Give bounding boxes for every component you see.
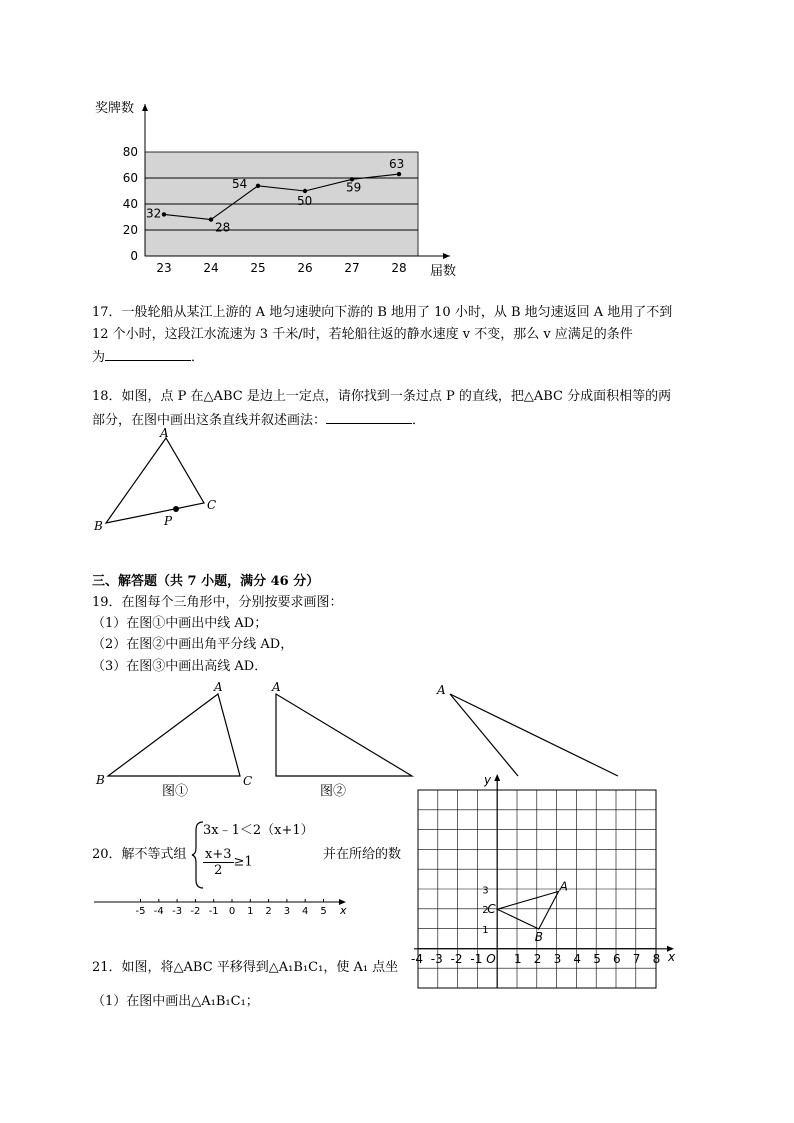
chart-data-label: 63 bbox=[389, 157, 405, 172]
number-line-label: 5 bbox=[320, 906, 327, 917]
number-line-label: 4 bbox=[302, 906, 309, 917]
chart-x-tick-label: 24 bbox=[203, 261, 219, 275]
chart-data-point bbox=[303, 189, 307, 193]
q20-denominator: 2 bbox=[214, 863, 223, 878]
chart-data-point bbox=[162, 212, 166, 216]
chart-data-point bbox=[209, 217, 213, 221]
q19-fig2-caption: 图② bbox=[320, 784, 347, 799]
chart-y-tick-label: 60 bbox=[122, 171, 138, 185]
chart-x-tick-label: 23 bbox=[156, 261, 172, 275]
q20-fraction bbox=[203, 847, 234, 878]
grid-y-tick-label: 1 bbox=[482, 925, 489, 936]
chart-data-point bbox=[256, 184, 260, 188]
chart-data-point bbox=[397, 172, 401, 176]
q18-line1: 18．如图，点 P 在△ABC 是边上一定点，请你找到一条过点 P 的直线，把△ABC 分成面积相等的两 bbox=[92, 389, 672, 404]
chart-y-arrow bbox=[142, 104, 148, 111]
grid-x-tick-label: 1 bbox=[514, 951, 522, 966]
chart-x-tick-label: 26 bbox=[297, 261, 313, 275]
number-line-label: -1 bbox=[208, 906, 219, 917]
q20-numerator: x+3 bbox=[205, 847, 232, 862]
q17-line3: 为 ． bbox=[92, 346, 204, 369]
q18-point-p bbox=[173, 506, 179, 512]
q21-line1: 21．如图，将△ABC 平移得到△A₁B₁C₁，使 A₁ 点坐 bbox=[92, 960, 399, 975]
grid-x-tick-label: -1 bbox=[470, 951, 483, 966]
grid-point-b-label: B bbox=[534, 930, 544, 944]
q19-fig3-side-ab bbox=[450, 694, 518, 776]
number-line-label: 0 bbox=[228, 906, 236, 917]
section3-heading: 三、解答题（共 7 小题，满分 46 分） bbox=[92, 574, 320, 589]
chart-data-label: 32 bbox=[146, 206, 162, 221]
number-line-label: -5 bbox=[135, 906, 146, 917]
q21-item1: （1）在图中画出△A₁B₁C₁； bbox=[92, 994, 259, 1009]
chart-y-tick-label: 20 bbox=[122, 223, 138, 237]
q19-fig1-label-a: A bbox=[214, 680, 223, 694]
q17-answer-blank[interactable] bbox=[105, 346, 191, 361]
number-line-label: 3 bbox=[283, 906, 291, 917]
q19-intro: 19．在图每个三角形中，分别按要求画图： bbox=[92, 595, 343, 610]
chart-x-tick-label: 25 bbox=[250, 261, 266, 275]
grid-x-tick-label: -2 bbox=[450, 951, 463, 966]
q20-number-line bbox=[94, 894, 364, 924]
chart-data-label: 59 bbox=[346, 180, 362, 195]
q18-triangle-figure bbox=[88, 426, 228, 536]
number-line-x-label: x bbox=[340, 904, 347, 917]
q19-fig2-label-a: A bbox=[272, 680, 281, 694]
q19-item3: （3）在图③中画出高线 AD． bbox=[92, 659, 268, 674]
q20-inequality-1: 3x﹣1＜2（x+1） bbox=[203, 823, 314, 838]
chart-band bbox=[145, 152, 418, 178]
coordinate-grid-figure bbox=[410, 770, 680, 990]
q18-label-b: B bbox=[94, 519, 103, 533]
number-line-label: -4 bbox=[153, 906, 164, 917]
grid-x-tick-label: 5 bbox=[593, 951, 601, 966]
q17-line3-text: 为 bbox=[92, 350, 106, 365]
grid-x-tick-label: -4 bbox=[411, 951, 423, 966]
grid-x-tick-label: 8 bbox=[652, 951, 661, 966]
grid-x-tick-label: 7 bbox=[632, 951, 641, 966]
chart-x-axis-label: 届数 bbox=[430, 264, 457, 279]
number-line-label: 2 bbox=[265, 906, 272, 917]
q18-line2-text: 部分，在图中画出这条直线并叙述画法： bbox=[92, 413, 327, 428]
grid-x-tick-label: 2 bbox=[533, 951, 542, 966]
chart-x-tick-label: 27 bbox=[344, 261, 360, 275]
q18-label-a: A bbox=[160, 426, 169, 440]
grid-x-tick-label: 6 bbox=[613, 951, 621, 966]
q18-answer-blank[interactable] bbox=[326, 409, 412, 424]
grid-x-tick-label: 4 bbox=[573, 951, 582, 966]
q19-fig1-triangle bbox=[108, 694, 240, 776]
q20-prefix: 20．解不等式组 bbox=[92, 847, 187, 862]
chart-y-tick-label: 40 bbox=[122, 197, 138, 211]
grid-point-c-label: C bbox=[487, 902, 496, 917]
chart-data-label: 28 bbox=[215, 220, 231, 235]
q18-line2: 部分，在图中画出这条直线并叙述画法： ． bbox=[92, 409, 425, 432]
medal-line-chart bbox=[0, 0, 794, 300]
grid-y-tick-label: 2 bbox=[482, 905, 489, 917]
q19-fig3-label-a: A bbox=[437, 683, 446, 697]
q17-line2: 12 个小时，这段江水流速为 3 千米/时，若轮船往返的静水速度 v 不变，那么 v 应满足的条件 bbox=[92, 327, 633, 342]
chart-data-label: 54 bbox=[232, 176, 248, 191]
q19-fig2-triangle bbox=[276, 694, 412, 776]
grid-y-tick-label: 3 bbox=[482, 885, 489, 897]
grid-x-tick-label: 3 bbox=[553, 951, 562, 966]
grid-y-arrow bbox=[494, 774, 500, 781]
number-line-label: -3 bbox=[172, 906, 183, 917]
chart-x-arrow bbox=[443, 253, 450, 259]
chart-y-tick-label: 80 bbox=[122, 145, 138, 159]
chart-y-axis-label: 奖牌数 bbox=[95, 101, 135, 116]
chart-band bbox=[145, 178, 418, 204]
chart-band bbox=[145, 230, 418, 256]
q19-fig3-side-ac bbox=[450, 694, 618, 776]
chart-y-tick-label: 0 bbox=[130, 249, 138, 263]
q18-label-c: C bbox=[207, 498, 217, 512]
q18-label-p: P bbox=[164, 514, 173, 528]
number-line-label: -2 bbox=[190, 906, 201, 917]
q19-item1: （1）在图①中画出中线 AD； bbox=[92, 616, 268, 631]
q20-suffix: 并在所给的数 bbox=[323, 847, 402, 862]
q18-triangle bbox=[106, 438, 204, 523]
q20-inequality-2 bbox=[203, 847, 253, 878]
q19-item2: （2）在图②中画出角平分线 AD， bbox=[92, 637, 294, 652]
chart-data-label: 50 bbox=[297, 194, 313, 208]
number-line-label: 1 bbox=[247, 906, 254, 917]
q19-fig1-label-b: B bbox=[96, 773, 105, 787]
grid-origin-label: O bbox=[486, 951, 496, 966]
q19-fig1-label-c: C bbox=[243, 774, 253, 788]
grid-y-label: y bbox=[484, 773, 492, 787]
q17-line1: 17．一般轮船从某江上游的 A 地匀速驶向下游的 B 地用了 10 小时，从 B 地匀速返回 A 地用了不到 bbox=[92, 305, 673, 320]
q19-fig1-caption: 图① bbox=[162, 784, 189, 799]
grid-point-a-label: A bbox=[559, 879, 568, 894]
grid-x-label: x bbox=[668, 949, 676, 964]
q20-rhs: ≥1 bbox=[233, 854, 253, 870]
chart-x-tick-label: 28 bbox=[391, 261, 407, 275]
grid-x-tick-label: -3 bbox=[430, 951, 443, 966]
